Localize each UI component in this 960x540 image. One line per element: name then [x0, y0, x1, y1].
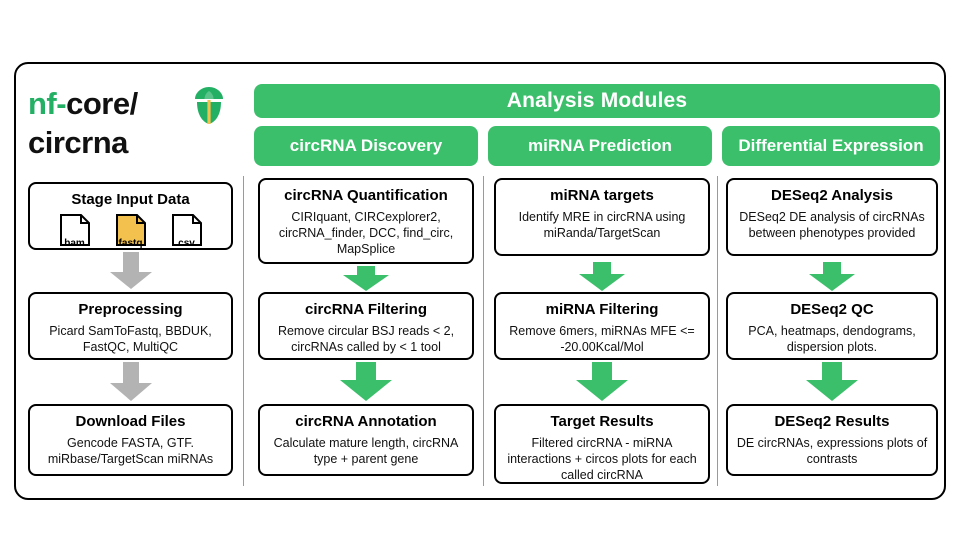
arrow-deseq2-qc-to-results: [804, 362, 860, 407]
divider-input-discovery: [243, 176, 244, 486]
circrna-filtering-title: circRNA Filtering: [305, 301, 427, 318]
circrna-quantification-body: CIRIquant, CIRCexplorer2, circRNA_finder, DCC, find_circ, MapSplice: [278, 210, 454, 256]
circrna-annotation-box: [258, 404, 474, 476]
deseq2-analysis-box: [726, 178, 938, 256]
preprocessing-body: Picard SamToFastq, BBDUK, FastQC, MultiQC: [49, 324, 212, 354]
column-header-circrna-discovery: circRNA Discovery: [254, 126, 478, 166]
deseq2-analysis-title: DESeq2 Analysis: [771, 187, 893, 204]
deseq2-analysis-body: DESeq2 DE analysis of circRNAs between phenotypes provided: [739, 210, 925, 240]
logo-line-one: [28, 86, 138, 122]
mirna-targets-box: [494, 178, 710, 256]
deseq2-results-box: [726, 404, 938, 476]
preprocessing-title: Preprocessing: [78, 301, 183, 318]
deseq2-qc-box: [726, 292, 938, 360]
logo-line-two: circrna: [28, 125, 128, 160]
arrow-filtering-to-annotation: [338, 362, 394, 407]
circrna-quantification-title: circRNA Quantification: [284, 187, 448, 204]
download-files-body: Gencode FASTA, GTF. miRbase/TargetScan miRNAs: [47, 436, 214, 466]
fastq-file-label: fastq: [118, 238, 143, 249]
bam-file-label: bam: [64, 238, 85, 249]
mirna-filtering-title: miRNA Filtering: [545, 301, 659, 318]
download-files-box: [28, 404, 233, 476]
mirna-targets-title: miRNA targets: [550, 187, 654, 204]
target-results-title: Target Results: [550, 413, 654, 430]
logo-slash-text: /: [129, 86, 138, 121]
column-header-mirna-prediction: miRNA Prediction: [488, 126, 712, 166]
csv-file-icon: [166, 214, 208, 258]
deseq2-qc-title: DESeq2 QC: [790, 301, 874, 318]
nf-core-circrna-logo: [28, 86, 233, 168]
circrna-filtering-body: Remove circular BSJ reads < 2, circRNAs called by < 1 tool: [277, 324, 455, 354]
mirna-filtering-body: Remove 6mers, miRNAs MFE <= -20.00Kcal/Mol: [509, 324, 695, 354]
circrna-annotation-body: Calculate mature length, circRNA type + parent gene: [273, 436, 459, 466]
mirna-targets-body: Identify MRE in circRNA using miRanda/TargetScan: [518, 210, 686, 240]
csv-file-label: csv: [178, 238, 195, 249]
nf-core-mark-icon: [188, 84, 230, 126]
bam-file-icon: [54, 214, 96, 258]
deseq2-results-body: DE circRNAs, expressions plots of contrasts: [736, 436, 928, 466]
stage-input-data-box: [28, 182, 233, 250]
target-results-body: Filtered circRNA - miRNA interactions + circos plots for each called circRNA: [507, 436, 697, 482]
analysis-modules-banner: Analysis Modules: [254, 84, 940, 118]
deseq2-qc-body: PCA, heatmaps, dendograms, dispersion plots.: [748, 324, 916, 354]
divider-mirna-deseq: [717, 176, 718, 486]
logo-core-text: core: [66, 86, 130, 121]
circrna-annotation-title: circRNA Annotation: [295, 413, 437, 430]
logo-nf-text: nf-: [28, 86, 67, 121]
circrna-filtering-box: [258, 292, 474, 360]
circrna-quantification-box: [258, 178, 474, 264]
arrow-mirna-filtering-to-results: [574, 362, 630, 407]
deseq2-results-title: DESeq2 Results: [774, 413, 890, 430]
arrow-stage-to-preprocessing: [108, 252, 154, 295]
divider-discovery-mirna: [483, 176, 484, 486]
stage-input-data-title: Stage Input Data: [71, 191, 190, 208]
download-files-title: Download Files: [75, 413, 186, 430]
mirna-filtering-box: [494, 292, 710, 360]
column-header-differential-expression: Differential Expression: [722, 126, 940, 166]
preprocessing-box: [28, 292, 233, 360]
target-results-box: [494, 404, 710, 484]
arrow-preprocessing-to-download: [108, 362, 154, 407]
